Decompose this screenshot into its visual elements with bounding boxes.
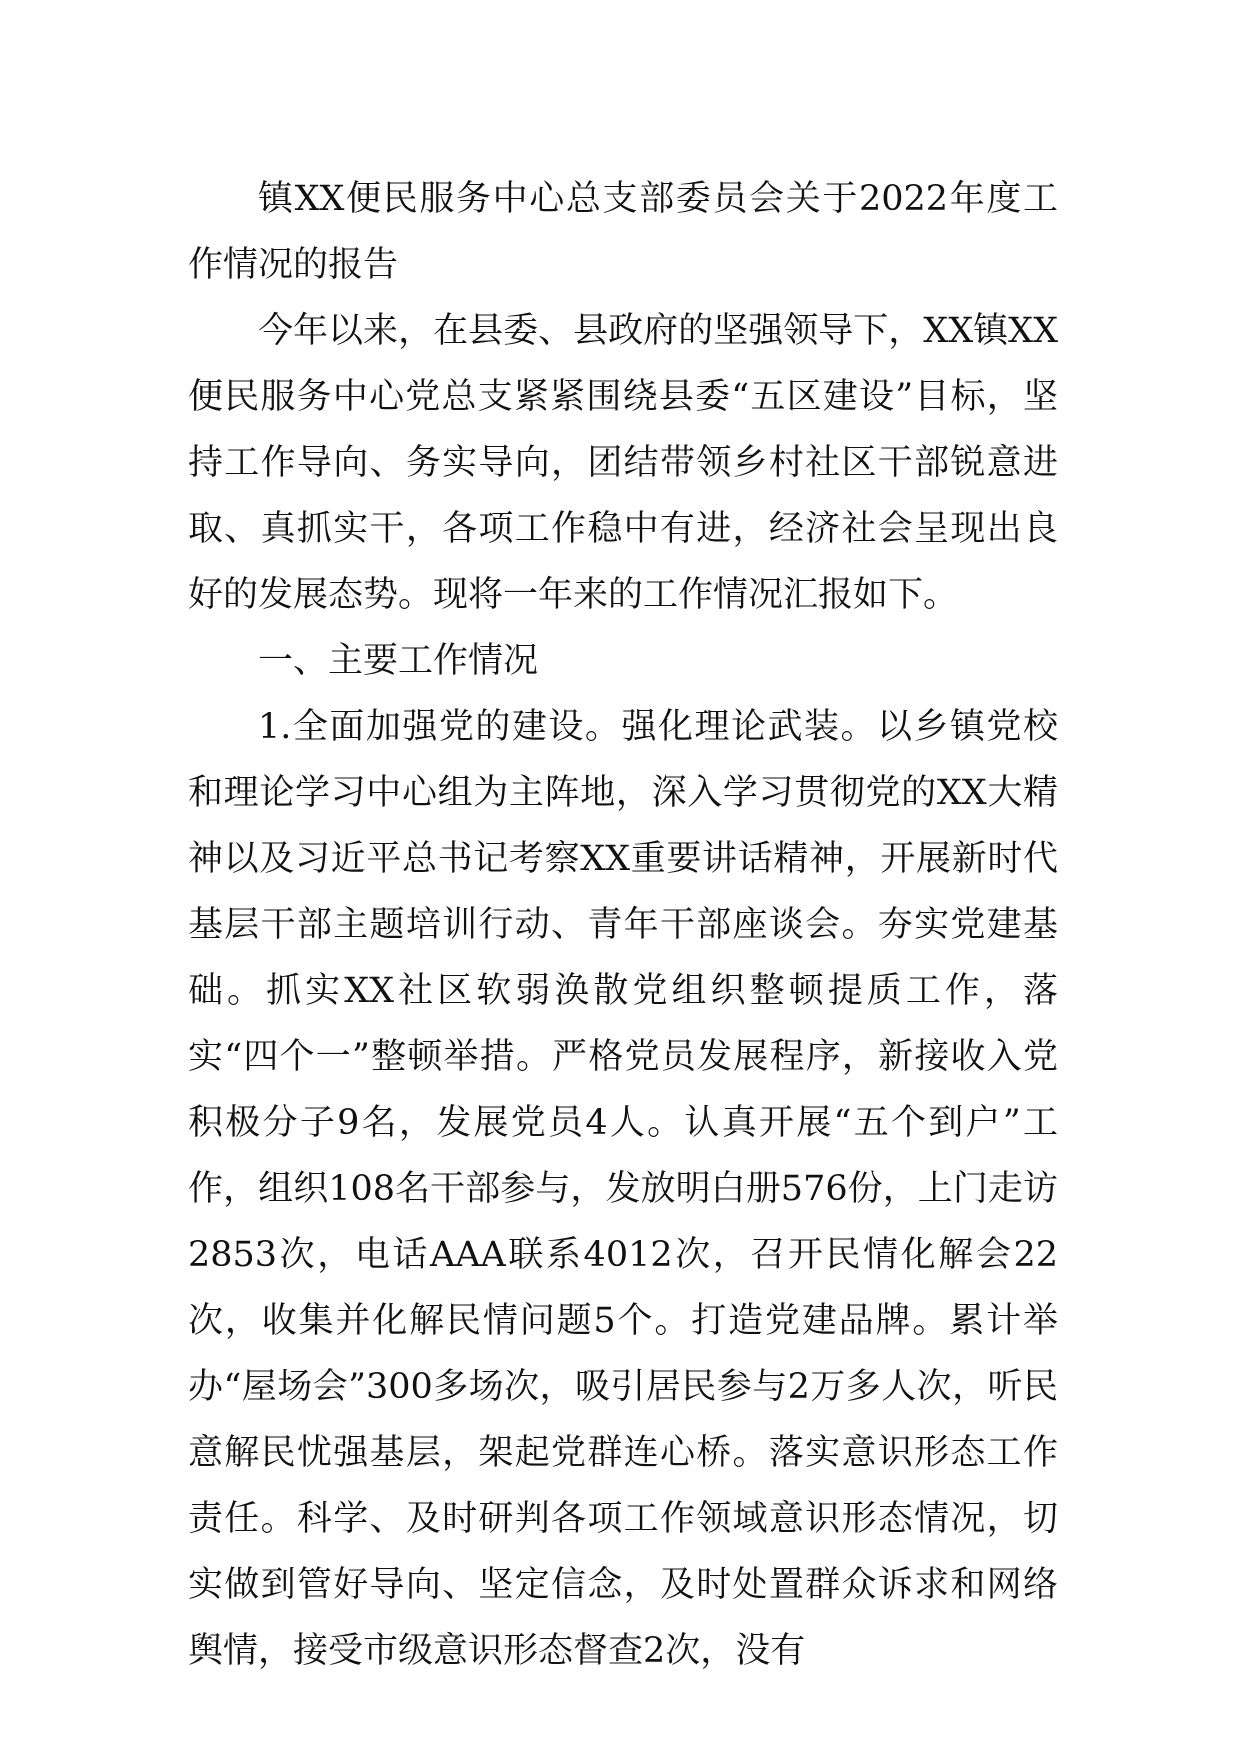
document-title: 镇XX便民服务中心总支部委员会关于2022年度工作情况的报告 — [188, 179, 1058, 285]
section-heading: 一、主要工作情况 — [258, 641, 539, 681]
document-body — [188, 166, 1058, 1684]
item-1-paragraph: 1.全面加强党的建设。强化理论武装。以乡镇党校和理论学习中心组为主阵地，深入学习贯彻党的XX大精神以及习近平总书记考察XX重要讲话精神，开展新时代基层干部主题培训行动、青年干部座谈会。夯实党建基础。抓实XX社区软弱涣散党组织整顿提质工作，落实“四个一”整顿举措。严格党员发展程序，新接收入党积极分子9名，发展党员4人。认真开展“五个到户”工作，组织108名干部参与，发放明白册576份，上门走访2853次，电话AAA联系4012次，召开民情化解会22次，收集并化解民情问题5个。打造党建品牌。累计举办“屋场会”300多场次，吸引居民参与2万多人次，听民意解民忧强基层，架起党群连心桥。落实意识形态工作责任。科学、及时研判各项工作领域意识形态情况，切实做到管好导向、坚定信念，及时处置群众诉求和网络舆情，接受市级意识形态督查2次，没有 — [188, 707, 1058, 1671]
intro-paragraph: 今年以来，在县委、县政府的坚强领导下，XX镇XX便民服务中心党总支紧紧围绕县委“五区建设”目标，坚持工作导向、务实导向，团结带领乡村社区干部锐意进取、真抓实干，各项工作稳中有进，经济社会呈现出良好的发展态势。现将一年来的工作情况汇报如下。 — [188, 311, 1058, 615]
